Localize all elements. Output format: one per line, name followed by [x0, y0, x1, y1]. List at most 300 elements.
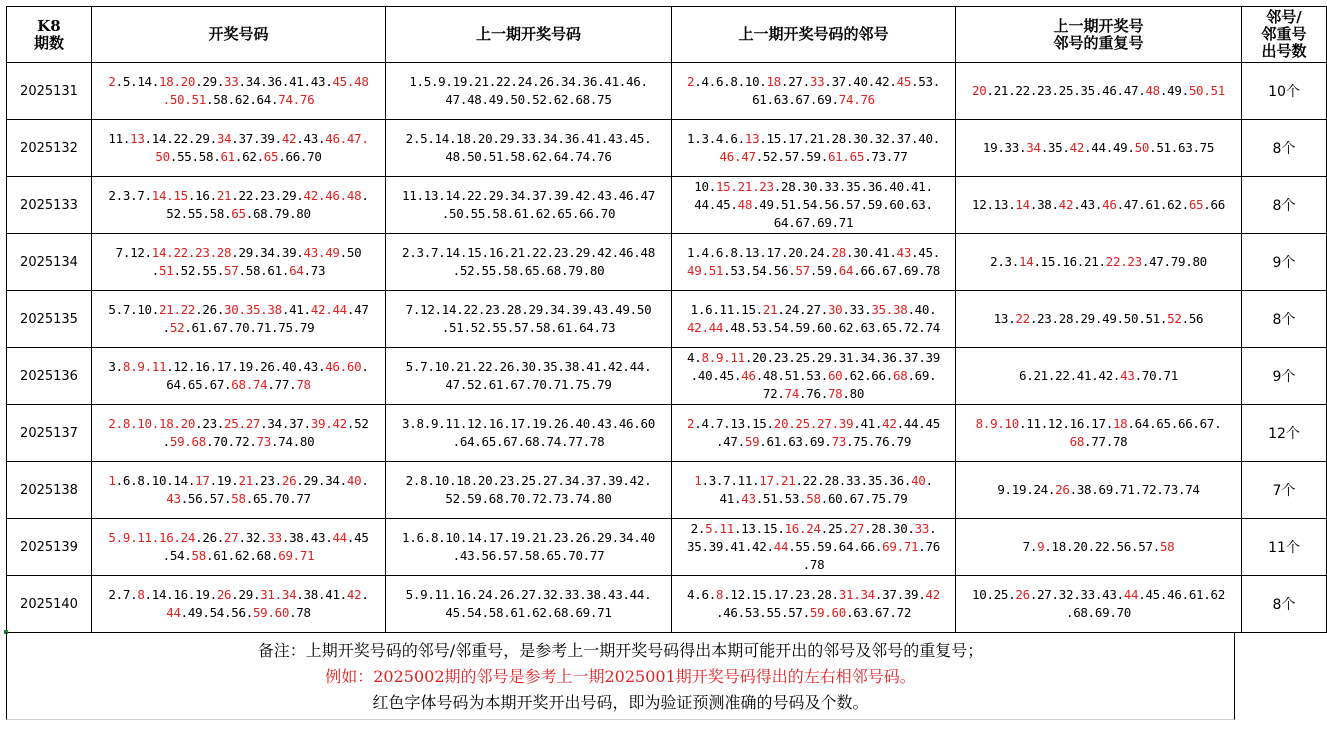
number-text: .: [151, 263, 159, 278]
notes-block[interactable]: [6, 632, 1235, 720]
hit-number: 17.21: [759, 473, 796, 488]
number-text: .74.80: [271, 434, 315, 449]
hit-number: 73: [831, 434, 847, 449]
hit-number: 27: [224, 530, 239, 545]
number-text: .26.: [195, 530, 225, 545]
count-cell[interactable]: 8个: [1242, 177, 1327, 234]
number-text: 3.8.9.11.12.16.17.19.26.40.43.46.60: [402, 416, 655, 431]
number-text: .45.: [911, 245, 940, 260]
number-text: .47.61.62.: [1116, 197, 1189, 212]
repeat-cell[interactable]: [956, 462, 1242, 519]
neighbors-cell[interactable]: [672, 177, 956, 234]
number-text: .29.: [195, 74, 225, 89]
number-text: .64.65.67.68.74.77.78: [452, 434, 605, 449]
number-text: .55.59.64.66.: [788, 539, 883, 554]
hit-number: 33: [224, 74, 239, 89]
issue-cell[interactable]: 2025131: [7, 63, 92, 120]
hit-number: 46.60: [325, 359, 362, 374]
header-repeat-line1: 上一期开奖号: [1053, 16, 1144, 35]
number-text: .59.: [809, 263, 839, 278]
hit-number: 43: [166, 491, 181, 506]
hit-number: 18.20: [159, 74, 196, 89]
neighbors-cell[interactable]: [672, 234, 956, 291]
number-text: 5.7.10.21.22.26.30.35.38.41.42.44.: [405, 359, 652, 374]
number-text: .38.43.: [281, 530, 333, 545]
repeat-cell[interactable]: [956, 63, 1242, 120]
issue-cell[interactable]: 2025137: [7, 405, 92, 462]
hit-number: 42.44: [687, 320, 724, 335]
number-text: 64.67.69.71: [773, 215, 854, 230]
number-text: .68.69.70: [1065, 605, 1132, 620]
hit-number: 31.34: [260, 587, 297, 602]
number-text: .22.23.29.: [231, 188, 304, 203]
number-text: .56: [1181, 311, 1204, 326]
hit-number: 50.51: [1188, 83, 1225, 98]
number-text: .69.: [907, 368, 937, 383]
count-cell[interactable]: 7个: [1242, 462, 1327, 519]
number-text: .58.62.64.: [205, 92, 279, 107]
hit-number: 9: [1037, 539, 1045, 554]
hit-number: 22: [1015, 311, 1030, 326]
hit-number: 44: [773, 539, 789, 554]
number-text: .52.57.59.: [755, 149, 828, 164]
repeat-cell[interactable]: [956, 291, 1242, 348]
count-cell[interactable]: 8个: [1242, 576, 1327, 633]
number-text: .37.40.42.: [824, 74, 897, 89]
number-text: .15.16.21.: [1033, 254, 1106, 269]
hit-number: 18: [766, 74, 781, 89]
hit-number: 18: [1112, 416, 1128, 431]
number-text: .12.15.17.23.28.: [723, 587, 839, 602]
number-text: .76: [918, 539, 940, 554]
hit-number: 58: [1159, 539, 1175, 554]
number-text: .78: [802, 557, 825, 572]
hit-number: 46: [1102, 197, 1117, 212]
repeat-cell[interactable]: [956, 234, 1242, 291]
number-text: .32.: [238, 530, 268, 545]
hit-number: 14: [1019, 254, 1034, 269]
draw-numbers-cell[interactable]: [92, 519, 386, 576]
draw-numbers-cell[interactable]: [92, 405, 386, 462]
number-text: 45.54.58.61.62.68.69.71: [445, 605, 612, 620]
number-text: 4.6.: [687, 587, 716, 602]
count-cell[interactable]: 11个: [1242, 519, 1327, 576]
number-text: .12.16.17.19.26.40.43.: [166, 359, 326, 374]
prev-draw-cell[interactable]: [386, 462, 672, 519]
number-text: 1.6.8.10.14.17.19.21.23.26.29.34.40: [402, 530, 655, 545]
number-text: 52.59.68.70.72.73.74.80: [445, 491, 612, 506]
hit-number: 20: [972, 83, 987, 98]
header-repeat-line2: 邻号的重复号: [1053, 33, 1144, 52]
table-row: [7, 63, 1327, 120]
table-row: [7, 405, 1327, 462]
neighbors-cell[interactable]: [672, 291, 956, 348]
draw-numbers-cell[interactable]: [92, 63, 386, 120]
number-text: .43.: [1073, 197, 1103, 212]
number-text: .53.54.56.: [723, 263, 796, 278]
number-text: 2.: [690, 521, 706, 536]
number-text: 7.: [1022, 539, 1038, 554]
number-text: .3.7.11.: [701, 473, 760, 488]
number-text: .38.: [1029, 197, 1059, 212]
header-draw[interactable]: 开奖号码: [92, 7, 386, 63]
number-text: 1.6.11.15.: [690, 302, 763, 317]
hit-number: 20.25.27.39: [773, 416, 854, 431]
repeat-cell[interactable]: [956, 519, 1242, 576]
number-text: 1.4.6.8.13.17.20.24.: [687, 245, 832, 260]
count-cell[interactable]: 10个: [1242, 63, 1327, 120]
number-text: .15.17.21.28.30.32.37.40.: [759, 131, 940, 146]
neighbors-cell[interactable]: [672, 63, 956, 120]
prev-draw-cell[interactable]: [386, 519, 672, 576]
count-cell[interactable]: 12个: [1242, 405, 1327, 462]
hit-number: 42: [1058, 197, 1074, 212]
number-text: 5.7.10.: [108, 302, 159, 317]
number-text: .61.67.70.71.75.79: [184, 320, 315, 335]
header-prev-draw[interactable]: 上一期开奖号码: [386, 7, 672, 63]
issue-cell[interactable]: 2025139: [7, 519, 92, 576]
hit-number: 26: [1055, 482, 1070, 497]
number-text: .6.8.10.14.: [115, 473, 196, 488]
number-text: .73.77: [864, 149, 908, 164]
hit-number: 61: [220, 149, 235, 164]
number-text: .5.14.: [115, 74, 159, 89]
number-text: .28.30.: [864, 521, 915, 536]
hit-number: 43: [1120, 368, 1135, 383]
number-text: .45: [346, 530, 369, 545]
issue-cell[interactable]: 2025134: [7, 234, 92, 291]
repeat-cell[interactable]: [956, 348, 1242, 405]
hit-number: 69.71: [278, 548, 315, 563]
hit-number: 21: [216, 188, 232, 203]
header-count-line2: 邻重号: [1261, 25, 1307, 43]
hit-number: 28: [831, 245, 846, 260]
hit-number: 49.51: [687, 263, 724, 278]
table-row: [7, 234, 1327, 291]
hit-number: 30: [827, 302, 843, 317]
hit-number: 34: [1026, 140, 1041, 155]
hit-number: 59.68: [169, 434, 206, 449]
number-text: 2.3.: [990, 254, 1019, 269]
hit-number: 33: [914, 521, 930, 536]
number-text: .38.41.: [296, 587, 347, 602]
hit-number: 59: [744, 434, 760, 449]
number-text: .44.49.: [1084, 140, 1135, 155]
hit-number: 64: [838, 263, 854, 278]
issue-cell[interactable]: 2025135: [7, 291, 92, 348]
prev-draw-cell[interactable]: [386, 405, 672, 462]
number-text: .58.61.: [238, 263, 290, 278]
hit-number: 46.47.: [325, 131, 369, 146]
number-text: .63.67.72: [846, 605, 912, 620]
hit-number: 52: [169, 320, 185, 335]
number-text: .16.: [187, 188, 217, 203]
number-text: .48.51.53.: [755, 368, 828, 383]
header-neighbors[interactable]: 上一期开奖号码的邻号: [672, 7, 956, 63]
number-text: .29.: [231, 587, 261, 602]
hit-number: 44: [166, 605, 181, 620]
number-text: .47: [346, 302, 369, 317]
neighbors-cell[interactable]: [672, 519, 956, 576]
number-text: .60.67.75.79: [820, 491, 908, 506]
count-cell[interactable]: 9个: [1242, 234, 1327, 291]
neighbors-cell[interactable]: [672, 405, 956, 462]
hit-number: 48: [737, 197, 753, 212]
number-text: 7.12.14.22.23.28.29.34.39.43.49.50: [405, 302, 652, 317]
number-text: .35.: [1040, 140, 1070, 155]
issue-cell[interactable]: 2025136: [7, 348, 92, 405]
number-text: .64.65.66.67.: [1127, 416, 1222, 431]
header-issue[interactable]: [7, 7, 92, 63]
number-text: .22.28.33.35.36.: [795, 473, 912, 488]
number-text: 48.50.51.58.62.64.74.76: [445, 149, 612, 164]
number-text: .41.: [853, 416, 883, 431]
hit-number: 2.8.10.18.20: [108, 416, 196, 431]
number-text: .52.55.: [173, 263, 225, 278]
hit-number: 46: [741, 368, 756, 383]
hit-number: 33: [267, 530, 282, 545]
number-text: 1.3.4.6.: [687, 131, 745, 146]
table-row: [7, 291, 1327, 348]
draw-numbers-cell[interactable]: [92, 576, 386, 633]
table-row: [7, 519, 1327, 576]
number-text: 35.39.41.42.: [687, 539, 774, 554]
hit-number: 74: [784, 386, 800, 401]
issue-cell[interactable]: 2025133: [7, 177, 92, 234]
number-text: 11.: [108, 131, 131, 146]
hit-number: 16.24: [784, 521, 821, 536]
issue-cell[interactable]: 2025138: [7, 462, 92, 519]
hit-number: 65: [1188, 197, 1204, 212]
hit-number: 68.74: [231, 377, 268, 392]
issue-cell[interactable]: 2025132: [7, 120, 92, 177]
prev-draw-cell[interactable]: [386, 63, 672, 120]
hit-number: 65: [263, 149, 279, 164]
number-text: .11.12.16.17.: [1019, 416, 1113, 431]
hit-number: 2: [687, 416, 695, 431]
draw-numbers-cell[interactable]: [92, 177, 386, 234]
neighbors-cell[interactable]: [672, 576, 956, 633]
header-repeat[interactable]: [956, 7, 1242, 63]
number-text: .23.: [252, 473, 282, 488]
repeat-cell[interactable]: [956, 405, 1242, 462]
draw-numbers-cell[interactable]: [92, 291, 386, 348]
prev-draw-cell[interactable]: [386, 177, 672, 234]
hit-number: 78: [296, 377, 311, 392]
number-text: .21.22.23.25.35.46.47.: [986, 83, 1146, 98]
number-text: .37.39.: [874, 587, 926, 602]
number-text: .52: [346, 416, 369, 431]
table-row: [7, 576, 1327, 633]
count-cell[interactable]: 8个: [1242, 291, 1327, 348]
draw-numbers-cell[interactable]: [92, 120, 386, 177]
count-cell[interactable]: 9个: [1242, 348, 1327, 405]
number-text: .51.53.: [755, 491, 807, 506]
number-text: .62.: [234, 149, 264, 164]
number-text: .70.71: [1134, 368, 1178, 383]
number-text: .51.63.75: [1149, 140, 1215, 155]
number-text: .4.6.8.10.: [694, 74, 767, 89]
neighbors-cell[interactable]: [672, 348, 956, 405]
hit-number: 5.9.11.16.24: [108, 530, 196, 545]
hit-number: 51: [159, 263, 174, 278]
table-row: [7, 348, 1327, 405]
count-cell[interactable]: 8个: [1242, 120, 1327, 177]
hit-number: 45.48: [332, 74, 369, 89]
hit-number: 21: [762, 302, 778, 317]
number-text: 7.12.: [115, 245, 152, 260]
repeat-cell[interactable]: [956, 576, 1242, 633]
number-text: .25.: [820, 521, 850, 536]
table-row: [7, 120, 1327, 177]
hit-number: 42.44: [310, 302, 347, 317]
number-text: 47.52.61.67.70.71.75.79: [445, 377, 612, 392]
number-text: .44.45: [896, 416, 940, 431]
number-text: 1.5.9.19.21.22.24.26.34.36.41.46.: [409, 74, 648, 89]
draw-numbers-cell[interactable]: [92, 234, 386, 291]
hit-number: 8.9.10: [975, 416, 1020, 431]
number-text: .38.69.71.72.73.74: [1069, 482, 1200, 497]
repeat-cell[interactable]: [956, 177, 1242, 234]
number-text: .49.54.56.: [180, 605, 253, 620]
hit-number: 40: [346, 473, 362, 488]
hit-number: 1: [694, 473, 702, 488]
number-text: .77.78: [1084, 434, 1128, 449]
hit-number: 58: [231, 491, 246, 506]
hit-number: 78: [827, 386, 843, 401]
draw-numbers-cell[interactable]: [92, 462, 386, 519]
header-issue-line1: K8: [37, 16, 61, 35]
hit-number: 42: [346, 587, 362, 602]
hit-number: 22.23: [1105, 254, 1142, 269]
hit-number: 33: [809, 74, 825, 89]
header-count[interactable]: [1242, 7, 1327, 63]
hit-number: 2: [687, 74, 695, 89]
number-text: .55.58.: [169, 149, 221, 164]
number-text: 41.: [719, 491, 742, 506]
hit-number: 59.60: [809, 605, 847, 620]
header-row: [7, 7, 1327, 63]
header-issue-line2: 期数: [33, 33, 64, 52]
hit-number: 40: [911, 473, 926, 488]
number-text: .: [929, 521, 937, 536]
prev-draw-cell[interactable]: [386, 120, 672, 177]
hit-number: 35.38: [871, 302, 908, 317]
number-text: .19.: [209, 473, 239, 488]
hit-number: 64: [289, 263, 304, 278]
hit-number: 42: [882, 416, 897, 431]
number-text: .50: [339, 245, 362, 260]
number-text: .65.70.77: [245, 491, 311, 506]
hit-number: 5.11: [705, 521, 734, 536]
number-text: .23.28.29.49.50.51.: [1029, 311, 1168, 326]
number-text: .13.15.: [733, 521, 785, 536]
number-text: .27.: [780, 74, 810, 89]
number-text: 6.21.22.41.42.: [1019, 368, 1121, 383]
number-text: 52.55.58.: [166, 206, 232, 221]
number-text: .24.27.: [777, 302, 828, 317]
hit-number: 42: [925, 587, 940, 602]
note-line-3: 红色字体号码为本期开奖开出号码，即为验证预测准确的号码及个数。: [372, 693, 869, 712]
number-text: .40.45.: [690, 368, 742, 383]
repeat-cell[interactable]: [956, 120, 1242, 177]
hit-number: 30.35.38: [224, 302, 282, 317]
hit-number: 60: [827, 368, 843, 383]
number-text: .26.: [195, 302, 225, 317]
number-text: .37.39.: [231, 131, 282, 146]
prev-draw-cell[interactable]: [386, 576, 672, 633]
number-text: .: [361, 188, 369, 203]
number-text: .: [361, 587, 369, 602]
hit-number: 73: [256, 434, 272, 449]
number-text: .66.67.69.78: [853, 263, 940, 278]
note-line-1: 备注：上期开奖号码的邻号/邻重号，是参考上一期开奖号码得出本期可能开出的邻号及邻号的重复号；: [257, 641, 984, 660]
number-text: .34.36.41.43.: [238, 74, 333, 89]
number-text: .14.16.19.: [144, 587, 217, 602]
hit-number: 68: [893, 368, 908, 383]
number-text: .27.32.33.43.: [1029, 587, 1124, 602]
hit-number: 69.71: [882, 539, 919, 554]
hit-number: 26: [1015, 587, 1030, 602]
hit-number: 27: [849, 521, 865, 536]
number-text: .40.: [907, 302, 937, 317]
number-text: .61.63.69.: [759, 434, 832, 449]
hit-number: 13: [130, 131, 145, 146]
prev-draw-cell[interactable]: [386, 348, 672, 405]
number-text: .49.: [1159, 83, 1189, 98]
hit-number: 58: [806, 491, 821, 506]
table-row: [7, 177, 1327, 234]
hit-number: 46.47: [719, 149, 756, 164]
draw-numbers-cell[interactable]: [92, 348, 386, 405]
neighbors-cell[interactable]: [672, 462, 956, 519]
number-text: .78: [289, 605, 311, 620]
number-text: .52.55.58.65.68.79.80: [452, 263, 605, 278]
hit-number: 45: [896, 74, 912, 89]
hit-number: 8: [137, 587, 145, 602]
number-text: .76.: [799, 386, 828, 401]
number-text: 19.33.: [982, 140, 1027, 155]
number-text: 2.8.10.18.20.23.25.27.34.37.39.42.: [405, 473, 652, 488]
prev-draw-cell[interactable]: [386, 234, 672, 291]
issue-cell[interactable]: 2025140: [7, 576, 92, 633]
number-text: 10.: [694, 179, 716, 194]
hit-number: 74.76: [278, 92, 315, 107]
hit-number: 43: [896, 245, 912, 260]
number-text: .50.55.58.61.62.65.66.70: [441, 206, 616, 221]
hit-number: 59.60: [252, 605, 290, 620]
prev-draw-cell[interactable]: [386, 291, 672, 348]
number-text: 4.: [687, 350, 702, 365]
hit-number: 44: [332, 530, 347, 545]
number-text: .46.53.55.57.: [715, 605, 810, 620]
hit-number: .50.51: [162, 92, 206, 107]
number-text: .62.66.: [842, 368, 893, 383]
hit-number: 58: [191, 548, 206, 563]
hit-number: 74.76: [838, 92, 875, 107]
hit-number: 2: [108, 74, 116, 89]
number-text: .73: [303, 263, 326, 278]
hit-number: 39.42: [310, 416, 347, 431]
number-text: 64.65.67.: [166, 377, 232, 392]
number-text: .: [162, 320, 170, 335]
neighbors-cell[interactable]: [672, 120, 956, 177]
number-text: .30.41.: [846, 245, 897, 260]
number-text: .68.79.80: [245, 206, 311, 221]
number-text: .43.: [296, 131, 326, 146]
number-text: 47.48.49.50.52.62.68.75: [445, 92, 612, 107]
number-text: .53.: [911, 74, 940, 89]
